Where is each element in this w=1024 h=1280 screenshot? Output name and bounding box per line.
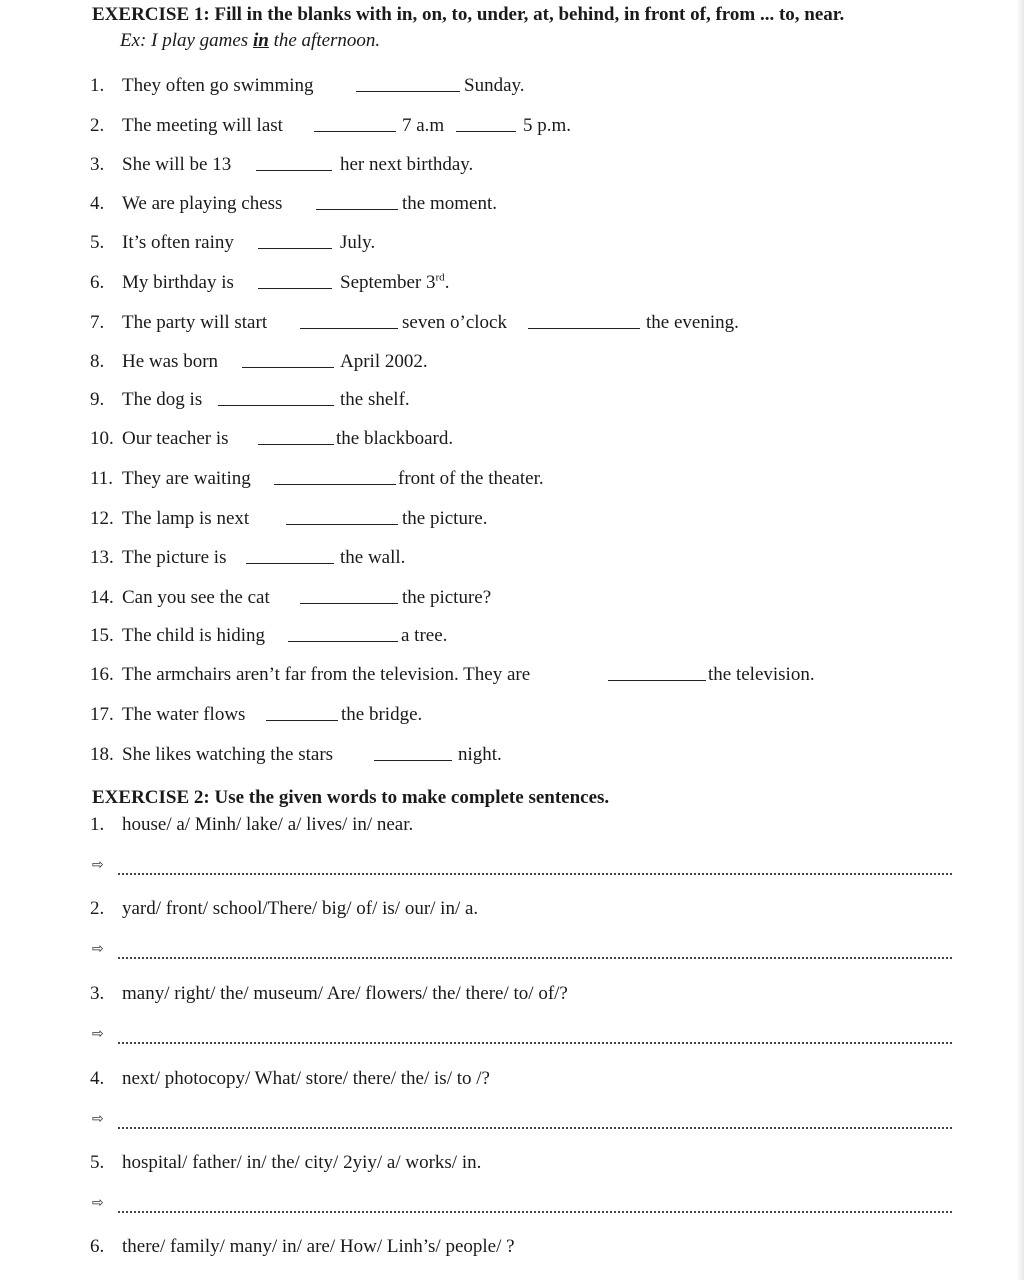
question-text: We are playing chess <box>122 193 283 214</box>
question-text: a tree. <box>401 625 448 646</box>
ordinal-suffix: rd <box>435 271 445 284</box>
prompt-number: 5. <box>90 1152 105 1173</box>
question-number: 3. <box>90 154 105 175</box>
question-text: the wall. <box>340 547 406 568</box>
answer-blank[interactable] <box>258 248 332 249</box>
answer-blank[interactable] <box>274 484 396 485</box>
question-text: the evening. <box>646 312 739 333</box>
question-text: The picture is <box>122 547 227 568</box>
question-number: 14. <box>90 587 114 608</box>
question-number: 1. <box>90 75 105 96</box>
question-text: Our teacher is <box>122 428 229 449</box>
arrow-icon: ⇨ <box>92 1026 104 1042</box>
answer-blank[interactable] <box>300 328 398 329</box>
answer-line[interactable] <box>118 1127 952 1129</box>
answer-blank[interactable] <box>218 405 334 406</box>
question-text: night. <box>458 744 502 765</box>
answer-blank[interactable] <box>356 91 460 92</box>
question-text: She will be 13 <box>122 154 232 175</box>
question-number: 10. <box>90 428 114 449</box>
prompt-number: 2. <box>90 898 105 919</box>
question-number: 13. <box>90 547 114 568</box>
question-text: The dog is <box>122 389 203 410</box>
question-text: July. <box>340 232 376 253</box>
answer-line[interactable] <box>118 1211 952 1213</box>
question-text: She likes watching the stars <box>122 744 334 765</box>
question-text: the picture. <box>402 508 488 529</box>
question-text: the bridge. <box>341 704 423 725</box>
answer-line[interactable] <box>118 873 952 875</box>
question-number: 5. <box>90 232 105 253</box>
question-number: 11. <box>90 468 114 489</box>
answer-line[interactable] <box>118 957 952 959</box>
answer-blank[interactable] <box>316 209 398 210</box>
question-number: 9. <box>90 389 105 410</box>
prompt-words: many/ right/ the/ museum/ Are/ flowers/ the/ there/ to/ of/? <box>122 983 568 1004</box>
exercise2-title: EXERCISE 2: Use the given words to make complete sentences. <box>92 787 610 808</box>
answer-blank[interactable] <box>242 367 334 368</box>
question-text: The meeting will last <box>122 115 283 136</box>
question-text: They are waiting <box>122 468 251 489</box>
question-text: It’s often rainy <box>122 232 234 253</box>
answer-blank[interactable] <box>528 328 640 329</box>
page-edge-shadow <box>1016 0 1024 1280</box>
question-number: 4. <box>90 193 105 214</box>
answer-blank[interactable] <box>288 641 398 642</box>
question-text: seven o’clock <box>402 312 507 333</box>
question-number: 16. <box>90 664 114 685</box>
prompt-words: next/ photocopy/ What/ store/ there/ the/ is/ to /? <box>122 1068 490 1089</box>
answer-blank[interactable] <box>258 444 334 445</box>
question-text: The lamp is next <box>122 508 250 529</box>
answer-blank[interactable] <box>258 288 332 289</box>
arrow-icon: ⇨ <box>92 941 104 957</box>
question-text: My birthday is <box>122 272 234 293</box>
prompt-words: there/ family/ many/ in/ are/ How/ Linh’s/ people/ ? <box>122 1236 515 1257</box>
example-answer: in <box>252 30 269 51</box>
question-number: 8. <box>90 351 105 372</box>
answer-blank[interactable] <box>266 720 338 721</box>
question-text: They often go swimming <box>122 75 314 96</box>
question-number: 17. <box>90 704 114 725</box>
question-number: 6. <box>90 272 105 293</box>
question-text: The party will start <box>122 312 268 333</box>
exercise1-title: EXERCISE 1: Fill in the blanks with in, on, to, under, at, behind, in front of, from ... to, near. <box>92 4 845 25</box>
question-number: 18. <box>90 744 114 765</box>
answer-blank[interactable] <box>608 680 706 681</box>
answer-blank[interactable] <box>246 563 334 564</box>
prompt-words: house/ a/ Minh/ lake/ a/ lives/ in/ near. <box>122 814 414 835</box>
question-text: He was born <box>122 351 219 372</box>
question-text: Can you see the cat <box>122 587 270 608</box>
prompt-number: 4. <box>90 1068 105 1089</box>
example-suffix: the afternoon. <box>268 30 381 51</box>
question-number: 15. <box>90 625 114 646</box>
question-text: the picture? <box>402 587 492 608</box>
arrow-icon: ⇨ <box>92 1195 104 1211</box>
question-text: the moment. <box>402 193 497 214</box>
question-text: the shelf. <box>340 389 410 410</box>
period: . <box>444 272 450 293</box>
question-number: 7. <box>90 312 105 333</box>
answer-blank[interactable] <box>314 131 396 132</box>
question-text <box>340 271 449 295</box>
question-text: her next birthday. <box>340 154 474 175</box>
question-text: April 2002. <box>340 351 428 372</box>
exercise1-example <box>120 30 380 52</box>
question-text: the blackboard. <box>336 428 454 449</box>
answer-blank[interactable] <box>256 170 332 171</box>
question-text: The water flows <box>122 704 246 725</box>
question-text: 7 a.m <box>402 115 445 136</box>
question-text: the television. <box>708 664 815 685</box>
arrow-icon: ⇨ <box>92 857 104 873</box>
question-text: 5 p.m. <box>523 115 572 136</box>
prompt-words: hospital/ father/ in/ the/ city/ 2yiy/ a/ works/ in. <box>122 1152 482 1173</box>
prompt-number: 1. <box>90 814 105 835</box>
question-text: The child is hiding <box>122 625 266 646</box>
answer-blank[interactable] <box>456 131 516 132</box>
answer-blank[interactable] <box>300 603 398 604</box>
answer-blank[interactable] <box>374 760 452 761</box>
prompt-number: 3. <box>90 983 105 1004</box>
question-number: 2. <box>90 115 105 136</box>
question-text: front of the theater. <box>398 468 544 489</box>
prompt-words: yard/ front/ school/There/ big/ of/ is/ our/ in/ a. <box>122 898 479 919</box>
question-number: 12. <box>90 508 114 529</box>
date-text: September 3 <box>340 272 436 293</box>
answer-line[interactable] <box>118 1042 952 1044</box>
answer-blank[interactable] <box>286 524 398 525</box>
question-text: The armchairs aren’t far from the television. They are <box>122 664 531 685</box>
example-prefix: Ex: I play games <box>120 30 253 51</box>
prompt-number: 6. <box>90 1236 105 1257</box>
arrow-icon: ⇨ <box>92 1111 104 1127</box>
question-text: Sunday. <box>464 75 525 96</box>
